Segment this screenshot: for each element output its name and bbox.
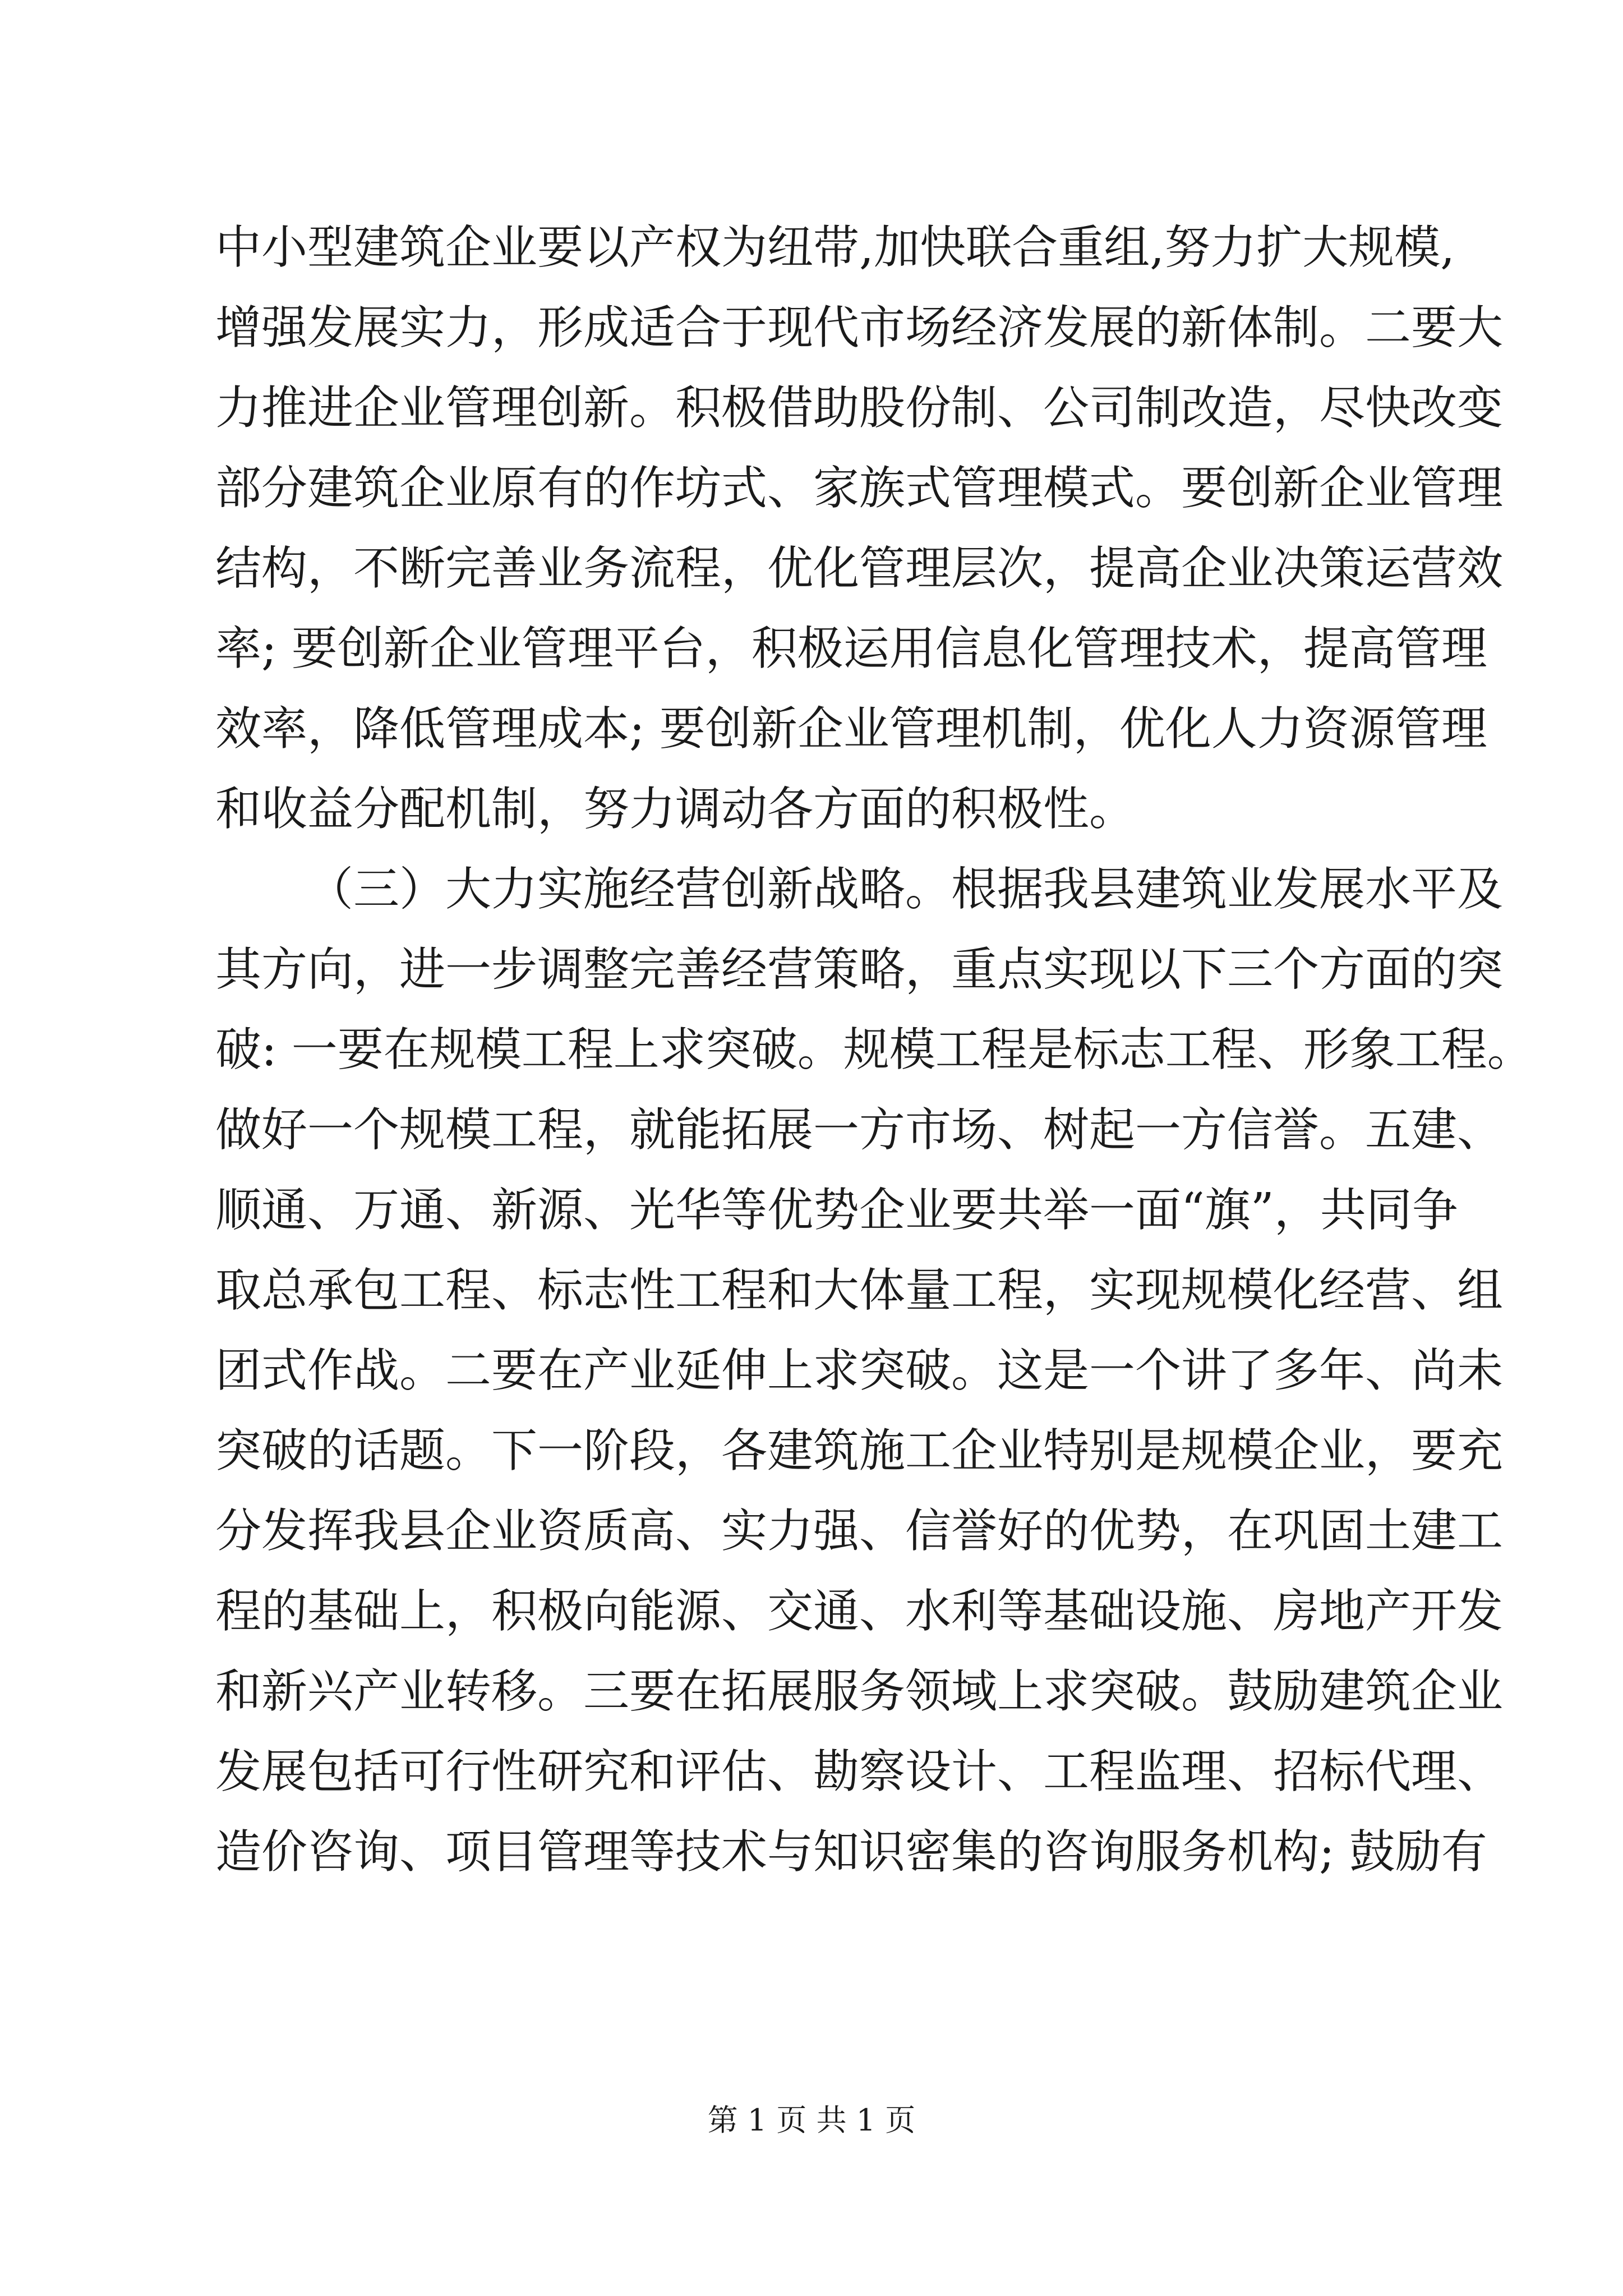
text-line: 团式作战。二要在产业延伸上求突破。这是一个讲了多年、尚未 <box>215 1344 1504 1397</box>
text-line: 做好一个规模工程，就能拓展一方市场、树起一方信誉。五建、 <box>215 1103 1504 1157</box>
text-line: 和收益分配机制，努力调动各方面的积极性。 <box>215 783 1136 836</box>
page-footer: 第 1 页 共 1 页 <box>707 2102 916 2138</box>
text-line: 其方向，进一步调整完善经营策略，重点实现以下三个方面的突 <box>215 943 1504 996</box>
text-line: 率; 要创新企业管理平台，积极运用信息化管理技术，提高管理 <box>215 622 1487 675</box>
text-line: 造价咨询、项目管理等技术与知识密集的咨询服务机构; 鼓励有 <box>215 1825 1487 1879</box>
text-line: （三）大力实施经营创新战略。根据我县建筑业发展水平及 <box>307 863 1504 916</box>
text-line: 发展包括可行性研究和评估、勘察设计、工程监理、招标代理、 <box>215 1745 1504 1798</box>
text-line: 中小型建筑企业要以产权为纽带,加快联合重组,努力扩大规模, <box>215 221 1455 274</box>
text-line: 分发挥我县企业资质高、实力强、信誉好的优势，在巩固土建工 <box>215 1504 1504 1558</box>
text-line: 力推进企业管理创新。积极借助股份制、公司制改造，尽快改变 <box>215 381 1504 435</box>
text-line: 效率，降低管理成本; 要创新企业管理机制，优化人力资源管理 <box>215 702 1487 756</box>
text-line: 和新兴产业转移。三要在拓展服务领域上求突破。鼓励建筑企业 <box>215 1665 1504 1718</box>
text-line: 结构，不断完善业务流程，优化管理层次，提高企业决策运营效 <box>215 542 1504 595</box>
text-line: 顺通、万通、新源、光华等优势企业要共举一面“旗”，共同争 <box>215 1184 1458 1237</box>
text-line: 增强发展实力，形成适合于现代市场经济发展的新体制。二要大 <box>215 301 1504 355</box>
body-text <box>215 208 1533 1892</box>
text-line: 程的基础上，积极向能源、交通、水利等基础设施、房地产开发 <box>215 1585 1504 1638</box>
text-line: 突破的话题。下一阶段，各建筑施工企业特别是规模企业，要充 <box>215 1424 1504 1478</box>
text-line: 部分建筑企业原有的作坊式、家族式管理模式。要创新企业管理 <box>215 462 1504 515</box>
text-line: 取总承包工程、标志性工程和大体量工程，实现规模化经营、组 <box>215 1264 1504 1317</box>
text-line: 破: 一要在规模工程上求突破。规模工程是标志工程、形象工程。 <box>215 1023 1533 1076</box>
